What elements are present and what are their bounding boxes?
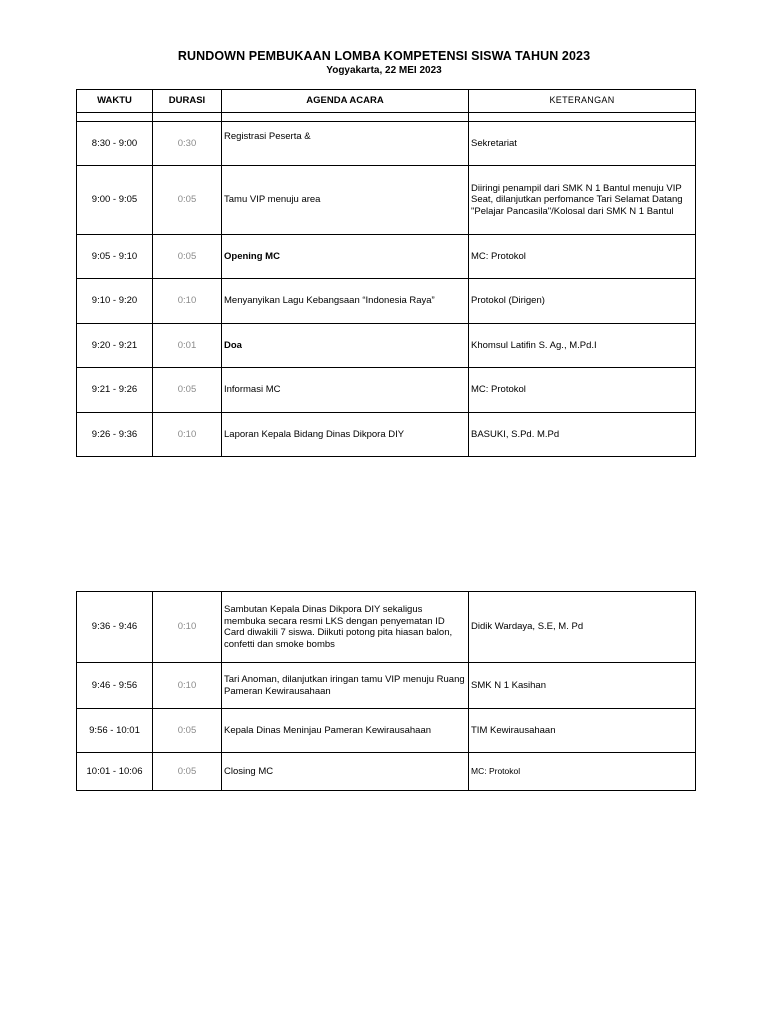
- cell-durasi: 0:30: [153, 122, 222, 166]
- column-header-agenda: AGENDA ACARA: [222, 90, 469, 113]
- cell-waktu: 9:20 - 9:21: [77, 324, 153, 368]
- cell-keterangan: TIM Kewirausahaan: [469, 709, 696, 753]
- cell-agenda: Opening MC: [222, 235, 469, 279]
- table-row: [77, 413, 696, 457]
- cell-agenda: Tamu VIP menuju area: [222, 166, 469, 235]
- spacer-row: [77, 113, 696, 122]
- cell-durasi: 0:05: [153, 368, 222, 413]
- column-header-durasi: DURASI: [153, 90, 222, 113]
- cell-keterangan: BASUKI, S.Pd. M.Pd: [469, 413, 696, 457]
- document-subtitle: Yogyakarta, 22 MEI 2023: [326, 65, 442, 76]
- cell-waktu: 9:10 - 9:20: [77, 279, 153, 324]
- cell-waktu: 9:00 - 9:05: [77, 166, 153, 235]
- table-row: [77, 279, 696, 324]
- cell-agenda: Registrasi Peserta &: [222, 122, 469, 166]
- cell-keterangan: Didik Wardaya, S.E, M. Pd: [469, 592, 696, 663]
- cell-keterangan: MC: Protokol: [469, 753, 696, 791]
- table-row: [77, 592, 696, 663]
- table-row: [77, 368, 696, 413]
- cell-keterangan: Khomsul Latifin S. Ag., M.Pd.I: [469, 324, 696, 368]
- cell-keterangan: Sekretariat: [469, 122, 696, 166]
- table-row: [77, 709, 696, 753]
- cell-durasi: 0:05: [153, 235, 222, 279]
- column-header-waktu: WAKTU: [77, 90, 153, 113]
- table-row: [77, 235, 696, 279]
- cell-keterangan: MC: Protokol: [469, 235, 696, 279]
- cell-waktu: 9:56 - 10:01: [77, 709, 153, 753]
- cell-durasi: 0:05: [153, 709, 222, 753]
- cell-waktu: 8:30 - 9:00: [77, 122, 153, 166]
- rundown-table-page1: [76, 89, 696, 457]
- cell-agenda: Tari Anoman, dilanjutkan iringan tamu VIP menuju Ruang Pameran Kewirausahaan: [222, 663, 469, 709]
- cell-durasi: 0:10: [153, 663, 222, 709]
- cell-durasi: 0:10: [153, 592, 222, 663]
- table-row: [77, 324, 696, 368]
- cell-durasi: 0:01: [153, 324, 222, 368]
- cell-waktu: 10:01 - 10:06: [77, 753, 153, 791]
- cell-agenda: Kepala Dinas Meninjau Pameran Kewirausahaan: [222, 709, 469, 753]
- document-title: RUNDOWN PEMBUKAAN LOMBA KOMPETENSI SISWA TAHUN 2023: [177, 49, 591, 63]
- cell-durasi: 0:10: [153, 279, 222, 324]
- column-header-keterangan: KETERANGAN: [469, 90, 696, 113]
- cell-keterangan: Protokol (Dirigen): [469, 279, 696, 324]
- cell-keterangan: SMK N 1 Kasihan: [469, 663, 696, 709]
- cell-keterangan: Diiringi penampil dari SMK N 1 Bantul menuju VIP Seat, dilanjutkan perfomance Tari Selamat Datang "Pelajar Pancasila"/Kolosal dari SMK N 1 Bantul: [469, 166, 696, 235]
- cell-waktu: 9:36 - 9:46: [77, 592, 153, 663]
- cell-durasi: 0:05: [153, 753, 222, 791]
- cell-agenda: Sambutan Kepala Dinas Dikpora DIY sekaligus membuka secara resmi LKS dengan penyematan ID Card diwakili 7 siswa. Diikuti potong pita hiasan balon, confetti dan smoke bombs: [222, 592, 469, 663]
- cell-agenda: Menyanyikan Lagu Kebangsaan “Indonesia Raya”: [222, 279, 469, 324]
- cell-durasi: 0:10: [153, 413, 222, 457]
- cell-agenda: Informasi MC: [222, 368, 469, 413]
- rundown-table-page2: [76, 591, 696, 791]
- cell-waktu: 9:46 - 9:56: [77, 663, 153, 709]
- cell-keterangan: MC: Protokol: [469, 368, 696, 413]
- table-row: [77, 122, 696, 166]
- cell-agenda: Doa: [222, 324, 469, 368]
- cell-waktu: 9:21 - 9:26: [77, 368, 153, 413]
- cell-waktu: 9:26 - 9:36: [77, 413, 153, 457]
- table-row: [77, 753, 696, 791]
- table-header-row: [77, 90, 696, 113]
- cell-agenda: Laporan Kepala Bidang Dinas Dikpora DIY: [222, 413, 469, 457]
- table-row: [77, 166, 696, 235]
- table-row: [77, 663, 696, 709]
- cell-agenda: Closing MC: [222, 753, 469, 791]
- cell-durasi: 0:05: [153, 166, 222, 235]
- cell-waktu: 9:05 - 9:10: [77, 235, 153, 279]
